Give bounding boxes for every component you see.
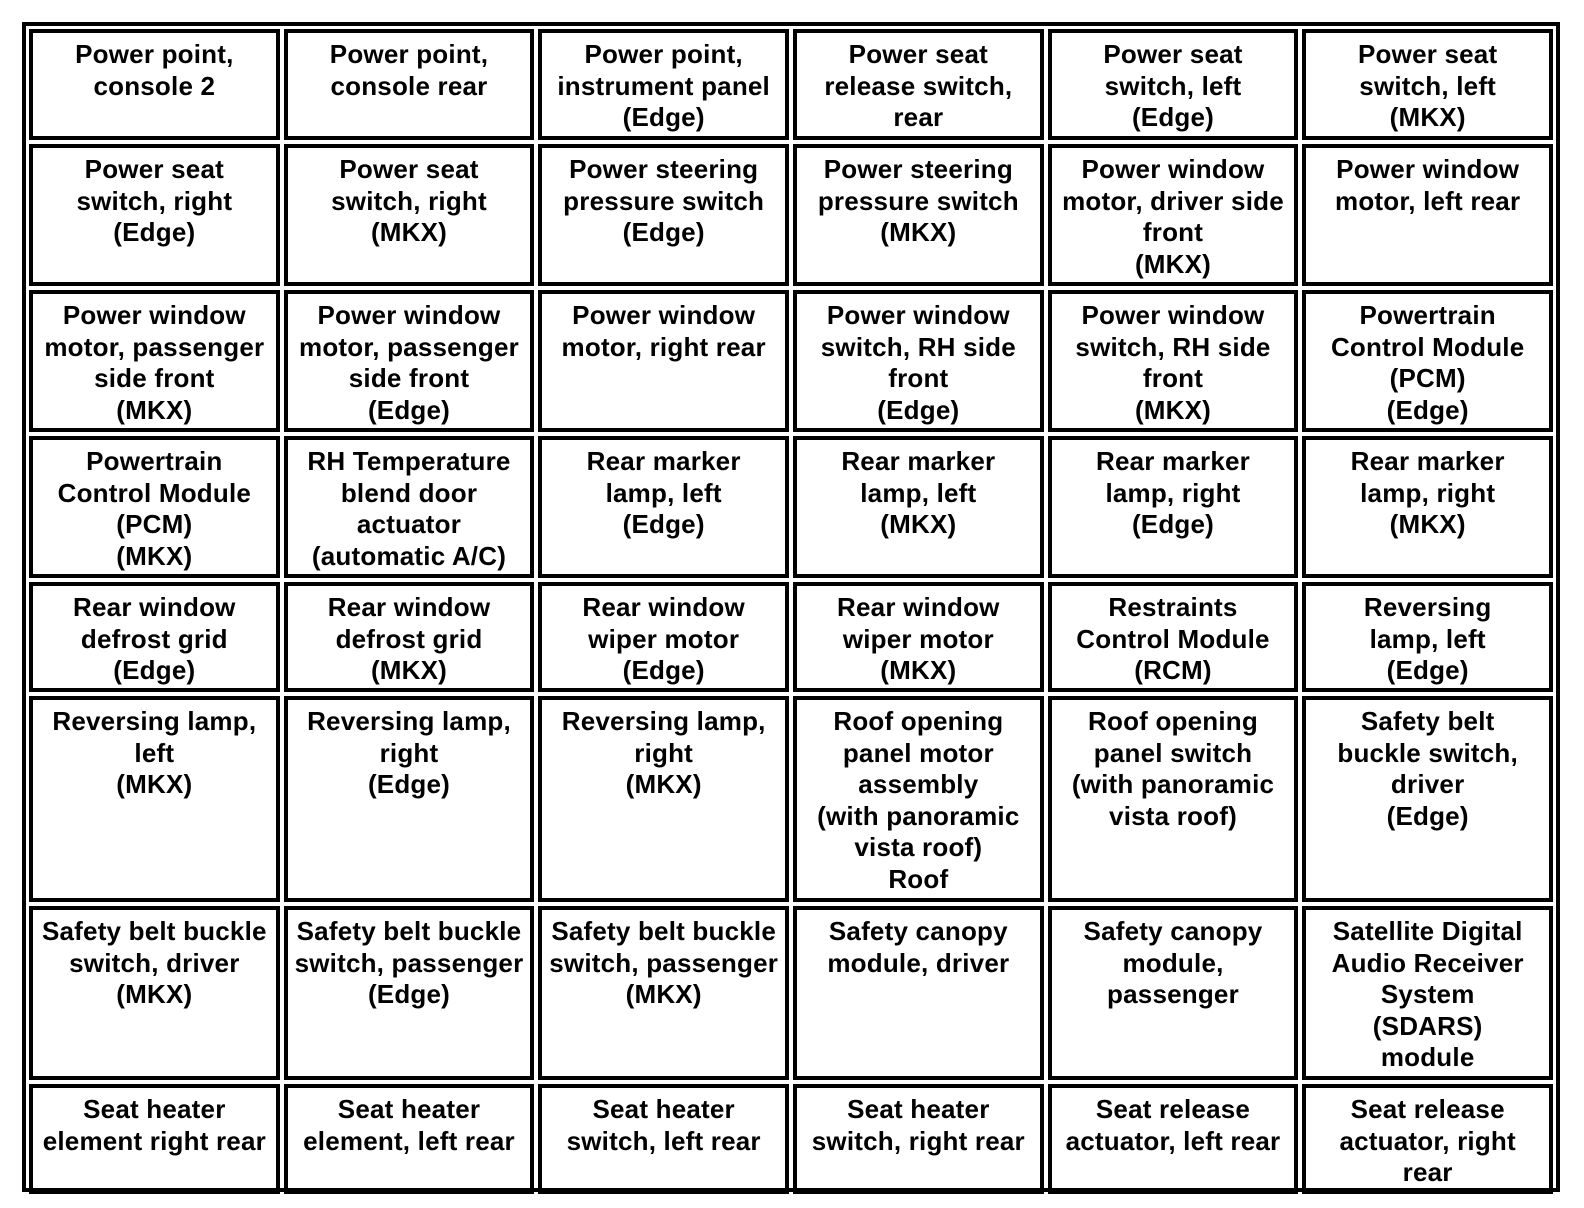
cell-text-line: Seat release	[1095, 1094, 1251, 1124]
cell-text-line: lamp, left	[1369, 623, 1486, 654]
table-cell	[1302, 29, 1553, 140]
table-cell	[29, 144, 280, 286]
table-cell	[538, 582, 789, 692]
table-cell	[1302, 582, 1553, 692]
cell-text-line: Power window	[572, 300, 756, 330]
cell-text-line: rear	[893, 102, 944, 132]
cell-text-line: Powertrain	[1359, 300, 1496, 330]
table-cell	[1048, 29, 1299, 140]
cell-text-line: Satellite Digital	[1332, 916, 1523, 946]
cell-text-line: Power window	[62, 300, 246, 330]
cell-text-line: Power point,	[75, 39, 234, 69]
cell-text-line: actuator	[356, 509, 462, 539]
cell-text-line: (MKX)	[880, 655, 957, 685]
table-cell	[793, 290, 1044, 432]
table-cell	[29, 1084, 280, 1194]
cell-text-line: Power steering	[823, 154, 1013, 184]
cell-text-line: assembly	[858, 769, 979, 799]
cell-text-line: Rear window	[837, 592, 1000, 622]
cell-text-line: Rear window	[582, 592, 745, 622]
cell-text-line: Power window	[1081, 300, 1265, 330]
cell-text-line: switch, RH side	[820, 331, 1016, 362]
cell-text-line: lamp, right	[1360, 477, 1496, 508]
cell-text-line: motor, driver side	[1062, 185, 1284, 216]
cell-text-line: (MKX)	[625, 979, 702, 1009]
cell-text-line: (MKX)	[1134, 394, 1212, 425]
cell-text-line: lamp, left	[605, 477, 722, 508]
cell-text-line: switch, left	[1104, 70, 1242, 101]
cell-text-line: element right rear	[42, 1125, 266, 1156]
cell-text-line: actuator, right	[1339, 1125, 1516, 1156]
cell-text-line: Rear marker	[586, 446, 741, 476]
table-cell	[1302, 290, 1553, 432]
cell-text-line: defrost grid	[80, 623, 228, 654]
table-cell	[1302, 436, 1553, 578]
cell-text-line: passenger	[1107, 979, 1239, 1009]
table-cell	[793, 582, 1044, 692]
cell-text-line: vista roof)	[854, 832, 983, 862]
cell-text-line: (with panoramic	[817, 800, 1020, 831]
cell-text-line: Reversing lamp,	[52, 706, 257, 736]
table-cell	[284, 906, 535, 1080]
cell-text-line: pressure switch	[817, 185, 1019, 216]
cell-text-line: Rear window	[73, 592, 236, 622]
table-cell	[284, 290, 535, 432]
cell-text-line: (Edge)	[622, 217, 705, 247]
table-cell	[29, 696, 280, 902]
table-cell	[1048, 696, 1299, 902]
cell-text-line: (Edge)	[113, 217, 196, 247]
table-cell	[538, 436, 789, 578]
cell-text-line: Seat release	[1350, 1094, 1505, 1124]
cell-text-line: module, driver	[827, 947, 1010, 978]
cell-text-line: release switch,	[824, 70, 1013, 101]
cell-text-line: (with panoramic	[1071, 769, 1275, 799]
cell-text-line: (SDARS)	[1372, 1010, 1483, 1041]
cell-text-line: Seat heater	[847, 1094, 990, 1124]
cell-text-line: Roof	[888, 863, 949, 894]
cell-text-line: front	[1142, 217, 1204, 247]
cell-text-line: (Edge)	[113, 655, 196, 685]
cell-text-line: Power seat	[1103, 39, 1243, 69]
cell-text-line: pressure switch	[563, 185, 765, 216]
cell-text-line: front	[888, 363, 949, 393]
cell-text-line: element, left rear	[303, 1125, 515, 1156]
cell-text-line: (MKX)	[1389, 509, 1466, 539]
cell-text-line: right	[379, 737, 439, 768]
cell-text-line: Power window	[317, 300, 501, 330]
table-cell	[29, 29, 280, 140]
cell-text-line: switch, right	[76, 185, 233, 216]
table-cell	[793, 436, 1044, 578]
cell-text-line: module	[1380, 1042, 1475, 1072]
cell-text-line: (MKX)	[1389, 102, 1466, 132]
cell-text-line: Seat heater	[592, 1094, 735, 1124]
cell-text-line: (MKX)	[880, 509, 957, 539]
table-cell	[793, 906, 1044, 1080]
cell-text-line: motor, passenger	[299, 331, 519, 362]
cell-text-line: (MKX)	[880, 217, 957, 247]
table-cell	[284, 1084, 535, 1194]
cell-text-line: (Edge)	[367, 394, 451, 425]
cell-text-line: switch, left rear	[566, 1125, 761, 1156]
cell-text-line: Safety canopy	[1083, 916, 1263, 946]
cell-text-line: Safety belt	[1360, 706, 1495, 736]
table-cell	[29, 582, 280, 692]
table-cell	[29, 290, 280, 432]
cell-text-line: (RCM)	[1134, 655, 1212, 685]
cell-text-line: console 2	[93, 70, 216, 101]
table-cell	[538, 906, 789, 1080]
cell-text-line: (PCM)	[116, 509, 193, 539]
cell-text-line: (Edge)	[622, 655, 705, 685]
cell-text-line: panel switch	[1093, 737, 1253, 768]
cell-text-line: actuator, left rear	[1065, 1125, 1281, 1156]
cell-text-line: (MKX)	[370, 655, 448, 685]
cell-text-line: wiper motor	[588, 623, 740, 654]
cell-text-line: Seat heater	[83, 1094, 226, 1124]
cell-text-line: rear	[1402, 1157, 1453, 1187]
cell-text-line: (MKX)	[116, 540, 193, 571]
table-cell	[793, 144, 1044, 286]
cell-text-line: (Edge)	[1131, 102, 1215, 132]
cell-text-line: motor, left rear	[1335, 185, 1521, 216]
table-cell	[29, 906, 280, 1080]
cell-text-line: Rear marker	[841, 446, 996, 476]
cell-text-line: instrument panel	[557, 70, 770, 101]
cell-text-line: switch, right rear	[811, 1125, 1025, 1156]
cell-text-line: motor, passenger	[44, 331, 265, 362]
cell-text-line: Safety belt buckle	[551, 916, 776, 946]
table-cell	[284, 29, 535, 140]
cell-text-line: Power seat	[848, 39, 988, 69]
table-cell	[793, 1084, 1044, 1194]
cell-text-line: Power point,	[329, 39, 489, 69]
component-table	[22, 22, 1560, 1192]
cell-text-line: switch, driver	[69, 947, 240, 978]
cell-text-line: Roof opening	[833, 706, 1004, 736]
cell-text-line: Roof opening	[1088, 706, 1258, 736]
cell-text-line: (Edge)	[622, 102, 705, 132]
cell-text-line: (Edge)	[622, 509, 705, 539]
cell-text-line: lamp, right	[1105, 477, 1241, 508]
table-cell	[1048, 906, 1299, 1080]
cell-text-line: (Edge)	[1386, 800, 1469, 831]
cell-text-line: (MKX)	[370, 217, 448, 247]
cell-text-line: Power point,	[584, 39, 743, 69]
cell-text-line: (MKX)	[116, 979, 193, 1009]
cell-text-line: Seat heater	[337, 1094, 481, 1124]
cell-text-line: Reversing	[1363, 592, 1492, 622]
table-cell	[1302, 906, 1553, 1080]
table-cell	[538, 1084, 789, 1194]
cell-text-line: switch, RH side	[1075, 331, 1271, 362]
cell-text-line: Power window	[1336, 154, 1520, 184]
cell-text-line: switch, right	[331, 185, 487, 216]
cell-text-line: vista roof)	[1109, 800, 1237, 831]
cell-text-line: lamp, left	[860, 477, 977, 508]
cell-text-line: Rear window	[327, 592, 491, 622]
table-cell	[1302, 1084, 1553, 1194]
cell-text-line: Rear marker	[1350, 446, 1505, 476]
cell-text-line: Control Module	[1076, 623, 1270, 654]
cell-text-line: front	[1142, 363, 1204, 393]
cell-text-line: (Edge)	[1386, 394, 1469, 425]
cell-text-line: Power window	[826, 300, 1010, 330]
table-cell	[1302, 144, 1553, 286]
cell-text-line: Power seat	[1358, 39, 1498, 69]
cell-text-line: Power window	[1081, 154, 1265, 184]
cell-text-line: System	[1380, 979, 1475, 1009]
table-cell	[284, 696, 535, 902]
cell-text-line: RH Temperature	[307, 446, 511, 476]
cell-text-line: Reversing lamp,	[307, 706, 511, 736]
cell-text-line: left	[134, 737, 175, 768]
cell-text-line: Power steering	[569, 154, 759, 184]
cell-text-line: (Edge)	[1131, 509, 1215, 539]
table-cell	[1048, 1084, 1299, 1194]
cell-text-line: blend door	[340, 477, 478, 508]
cell-text-line: Power seat	[339, 154, 479, 184]
cell-text-line: Powertrain	[86, 446, 223, 476]
cell-text-line: Control Module	[57, 477, 252, 508]
cell-text-line: (Edge)	[877, 394, 960, 425]
cell-text-line: switch, left	[1359, 70, 1497, 101]
cell-text-line: switch, passenger	[549, 947, 779, 978]
cell-text-line: Restraints	[1108, 592, 1238, 622]
cell-text-line: switch, passenger	[294, 947, 524, 978]
cell-text-line: (automatic A/C)	[311, 540, 507, 571]
table-cell	[1048, 582, 1299, 692]
cell-text-line: defrost grid	[335, 623, 483, 654]
table-cell	[538, 696, 789, 902]
table-cell	[793, 29, 1044, 140]
cell-text-line: (MKX)	[625, 769, 702, 799]
cell-text-line: wiper motor	[842, 623, 994, 654]
table-cell	[1048, 144, 1299, 286]
cell-text-line: driver	[1390, 769, 1465, 799]
table-cell	[1048, 436, 1299, 578]
table-cell	[284, 144, 535, 286]
table-cell	[793, 696, 1044, 902]
cell-text-line: (MKX)	[1134, 248, 1212, 279]
cell-text-line: Rear marker	[1096, 446, 1250, 476]
cell-text-line: console rear	[330, 70, 488, 101]
cell-text-line: side front	[348, 363, 470, 393]
cell-text-line: (Edge)	[1386, 655, 1469, 685]
table-cell	[1302, 696, 1553, 902]
cell-text-line: right	[634, 737, 694, 768]
cell-text-line: buckle switch,	[1337, 737, 1518, 768]
cell-text-line: motor, right rear	[561, 331, 766, 362]
table-cell	[538, 29, 789, 140]
cell-text-line: (PCM)	[1389, 363, 1466, 393]
table-cell	[284, 582, 535, 692]
cell-text-line: (MKX)	[116, 769, 193, 799]
table-cell	[284, 436, 535, 578]
cell-text-line: Safety belt buckle	[41, 916, 267, 946]
cell-text-line: panel motor	[842, 737, 994, 768]
cell-text-line: (Edge)	[367, 769, 451, 799]
cell-text-line: Safety canopy	[828, 916, 1008, 946]
table-cell	[538, 290, 789, 432]
cell-text-line: Safety belt buckle	[296, 916, 522, 946]
cell-text-line: Power seat	[84, 154, 224, 184]
cell-text-line: (Edge)	[367, 979, 451, 1009]
cell-text-line: side front	[94, 363, 215, 393]
table-cell	[1048, 290, 1299, 432]
cell-text-line: Reversing lamp,	[561, 706, 766, 736]
cell-text-line: Audio Receiver	[1331, 947, 1524, 978]
table-cell	[29, 436, 280, 578]
cell-text-line: Control Module	[1330, 331, 1525, 362]
table-cell	[538, 144, 789, 286]
cell-text-line: (MKX)	[116, 394, 193, 425]
cell-text-line: module,	[1122, 947, 1224, 978]
